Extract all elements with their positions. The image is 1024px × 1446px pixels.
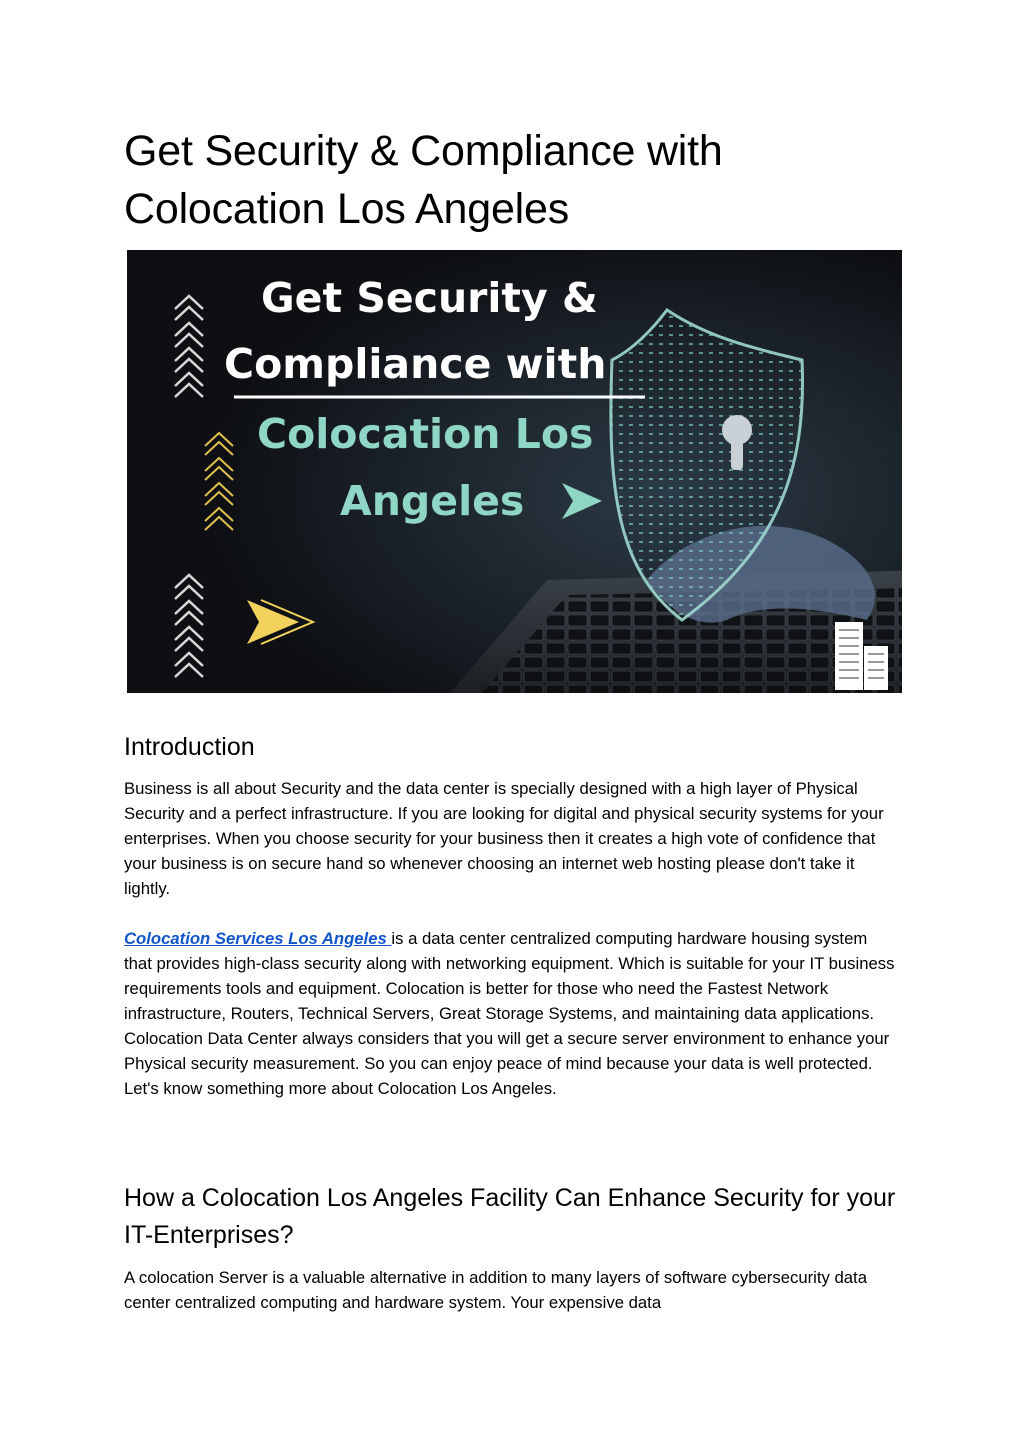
section2-heading: How a Colocation Los Angeles Facility Can Enhance Security for your IT-Enterprises?	[124, 1184, 896, 1249]
intro-paragraph-2	[124, 926, 899, 1101]
banner-line-1: Get Security &	[261, 274, 598, 322]
section2-paragraph: A colocation Server is a valuable alternative in addition to many layers of software cybersecurity data center centralized computing and hardware system. Your expensive data	[124, 1268, 867, 1312]
colocation-services-link[interactable]: Colocation Services Los Angeles	[124, 929, 392, 948]
banner-line-4: Angeles	[340, 477, 525, 525]
banner-line-3: Colocation Los	[257, 410, 594, 458]
page-title: Get Security & Compliance with Colocation Los Angeles	[124, 127, 723, 233]
intro-paragraph-2-text: is a data center centralized computing hardware housing system that provides high-class security along with networking equipment. Which is suitable for your IT business requirements tools and equipment. Colocation is better for those who need the Fastest Network infrastructure, Routers, Technical Servers, Great Storage Systems, and maintaining data applications. Colocation Data Center always considers that you will get a secure server environment to enhance your Physical security measurement. So you can enjoy peace of mind because your data is well protected. Let's know something more about Colocation Los Angeles.	[124, 929, 895, 1098]
intro-paragraph-1: Business is all about Security and the data center is specially designed with a high layer of Physical Security and a perfect infrastructure. If you are looking for digital and physical security systems for your enterprises. When you choose security for your business then it creates a high vote of confidence that your business is on secure hand so whenever choosing an internet web hosting please don't take it lightly.	[124, 779, 884, 898]
intro-heading: Introduction	[124, 733, 255, 761]
banner-image	[127, 250, 902, 693]
banner-line-2: Compliance with	[224, 340, 607, 388]
